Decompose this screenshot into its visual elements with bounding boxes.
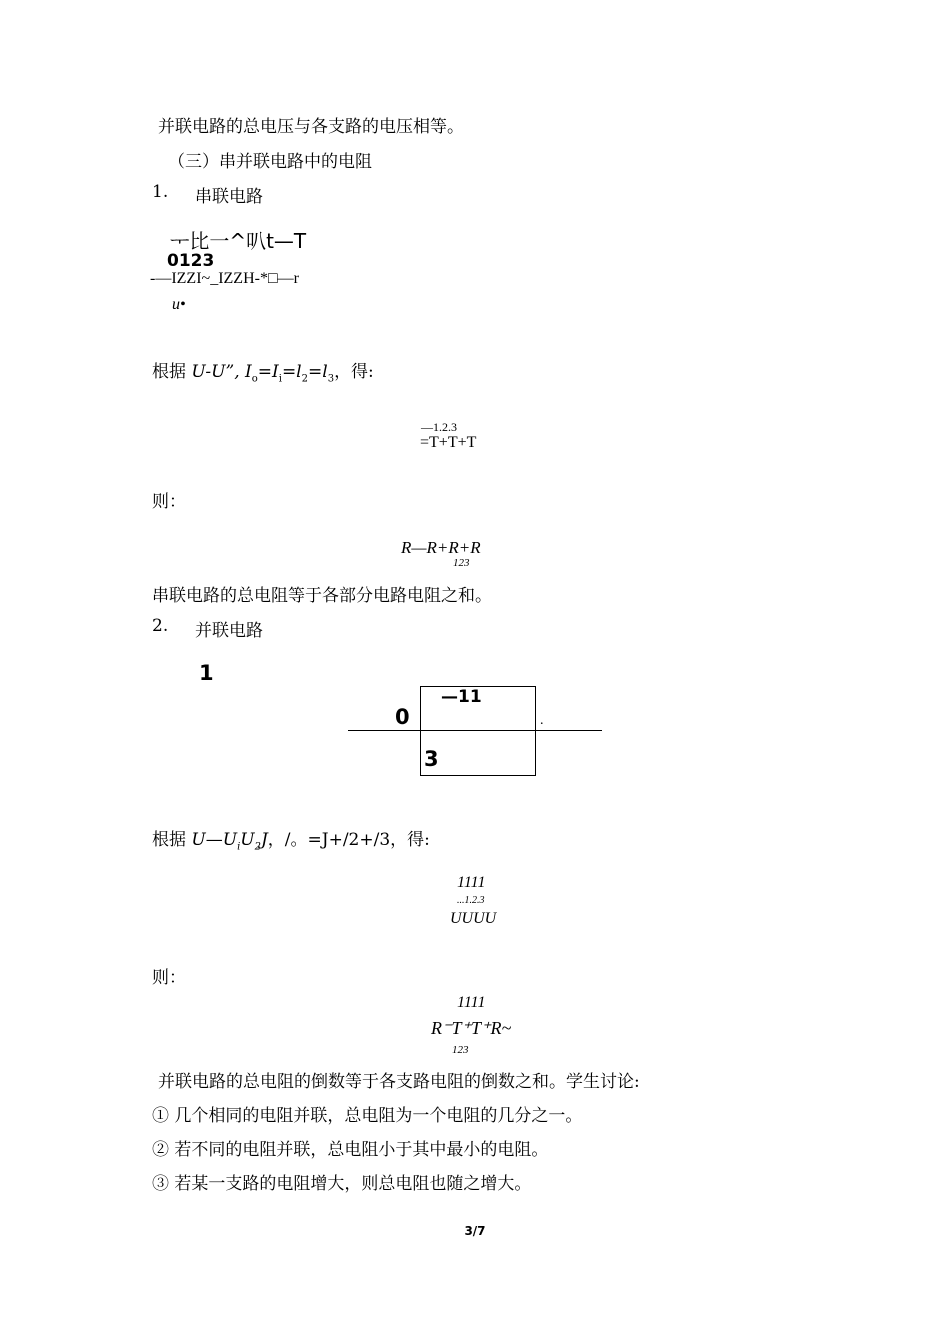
eq2-sub-i: i: [237, 841, 241, 853]
page-number: 3/7: [464, 1224, 486, 1238]
text-parallel-voltage: 并联电路的总电压与各支路的电压相等。: [158, 117, 464, 137]
eq1-prefix: 根据: [152, 362, 192, 382]
formula3-bottom: UUUU: [450, 910, 497, 927]
then-label-2: 则：: [152, 968, 186, 988]
eq1-sub-2: 2: [301, 373, 308, 385]
then-label-1: 则：: [152, 492, 186, 512]
formula4-top: 1111: [457, 994, 486, 1011]
eq1-part-a: =I: [257, 362, 279, 382]
discussion-item-3: ③ 若某一支路的电阻增大，则总电阻也随之增大。: [152, 1174, 532, 1194]
eq2-mid: U: [240, 830, 255, 850]
formula4-subscripts: 123: [452, 1044, 469, 1056]
circuit2-label-0: 0: [395, 705, 410, 729]
subheading-series: 串联电路: [195, 187, 263, 207]
eq1-part-c: =l: [308, 362, 328, 382]
circuit1-numbers: 0123: [167, 251, 215, 271]
text-series-resistance: 串联电路的总电阻等于各部分电路电阻之和。: [152, 586, 492, 606]
circuit1-wire-text: -—IZZI~_IZZH-*□—r: [150, 270, 299, 287]
formula3-top: 1111: [457, 874, 486, 891]
circuit2-label-3: 3: [424, 747, 439, 771]
formula3-mid: ...1.2.3: [457, 895, 485, 906]
eq2-j: J: [260, 830, 268, 850]
circuit2-label-1: 1: [199, 661, 214, 685]
list-number-1: 1.: [152, 182, 169, 202]
formula1-bottom: =T+T+T: [420, 434, 477, 451]
formula2-subscripts: 123: [453, 557, 470, 569]
eq1-body: U-U”, I: [191, 362, 252, 382]
subheading-parallel: 并联电路: [195, 621, 263, 641]
eq2-prefix: 根据: [152, 830, 192, 850]
discussion-item-1: ① 几个相同的电阻并联，总电阻为一个电阻的几分之一。: [152, 1106, 583, 1126]
section-heading: （三）串并联电路中的电阻: [168, 152, 372, 172]
discussion-item-2: ② 若不同的电阻并联，总电阻小于其中最小的电阻。: [152, 1140, 549, 1160]
equation2-line: [152, 825, 430, 852]
formula4-main: R⁻T⁺T⁺R~: [431, 1018, 512, 1038]
equation1-line: [152, 357, 374, 384]
eq1-sub-3: 3: [327, 373, 335, 385]
eq1-part-b: =l: [281, 362, 302, 382]
formula2-main: R—R+R+R: [401, 538, 481, 557]
formula1-top: —1.2.3: [421, 420, 457, 434]
eq2-body: U—U: [191, 830, 238, 850]
eq2-rest: ，/。=J+/2+/3，得:: [267, 830, 430, 850]
eq1-suffix: ，得:: [334, 362, 374, 382]
circuit1-u-label: u•: [172, 296, 186, 313]
circuit1-top-text: ᅮ比一^叭t—T: [170, 229, 307, 253]
eq2-sub-2: 2: [254, 841, 261, 853]
list-number-2: 2.: [152, 616, 169, 636]
text-parallel-resistance: 并联电路的总电阻的倒数等于各支路电阻的倒数之和。学生讨论:: [158, 1072, 640, 1092]
circuit2-dot: .: [540, 713, 544, 728]
eq1-sub-o: o: [251, 373, 258, 385]
circuit2-label-11: —11: [441, 687, 482, 707]
eq1-sub-i: i: [278, 373, 282, 385]
